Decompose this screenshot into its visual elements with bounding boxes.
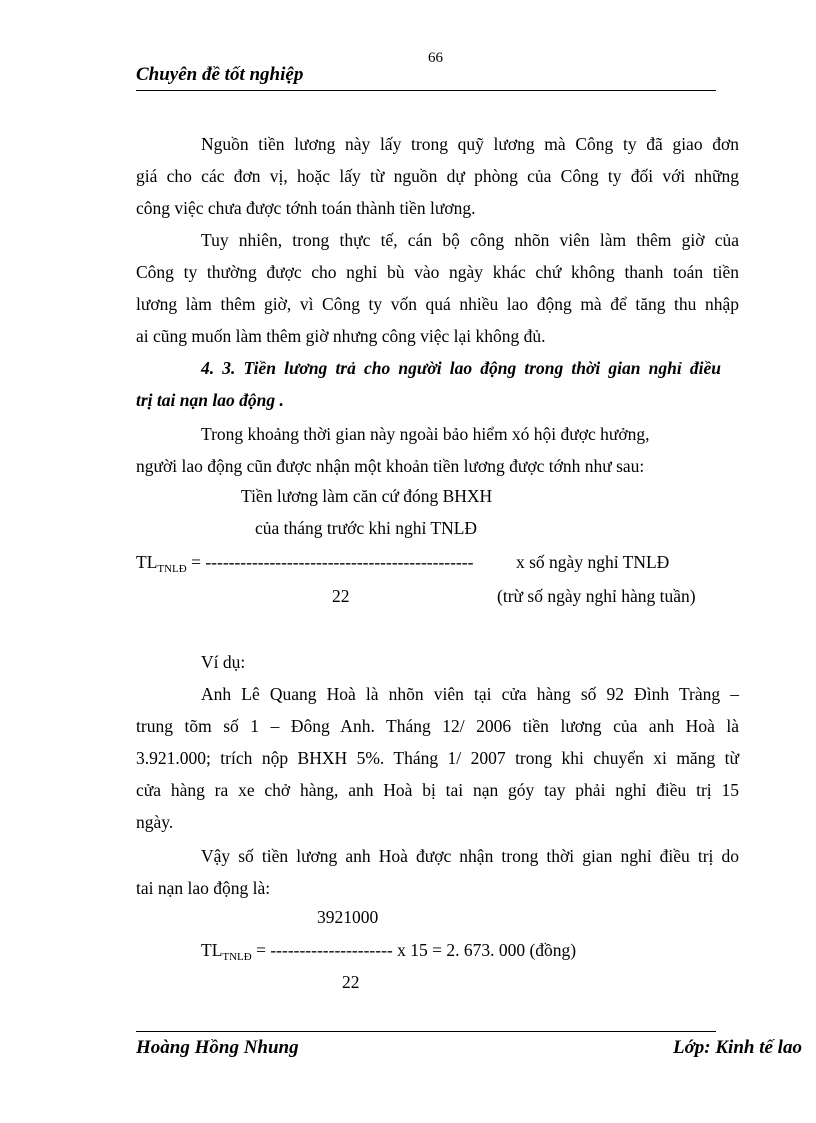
text-line: ai cũng muốn làm thêm giờ nhưng công việc lại không đủ. xyxy=(136,326,546,346)
paragraph-result xyxy=(136,840,739,904)
heading-line: 4. 3. Tiền lương trả cho người lao động trong thời gian nghỉ điều xyxy=(201,358,721,378)
text-line: Vậy số tiền lương anh Hoà được nhận trong thời gian nghỉ điều trị do xyxy=(201,846,739,866)
example-label: Ví dụ: xyxy=(201,652,246,672)
formula-dashes: = ---------------------------------------------- xyxy=(186,552,474,572)
formula-main-line xyxy=(136,552,473,575)
formula2-numerator: 3921000 xyxy=(317,907,379,927)
paragraph-example xyxy=(136,678,739,838)
paragraph-accident-pay xyxy=(136,418,739,482)
text-line: Công ty thường được cho nghỉ bù vào ngày khác chứ không thanh toán tiền xyxy=(136,262,739,282)
text-line: Anh Lê Quang Hoà là nhõn viên tại cửa hàng số 92 Đình Tràng – xyxy=(201,684,739,704)
formula-numerator-line1: Tiền lương làm căn cứ đóng BHXH xyxy=(241,486,493,506)
page-number: 66 xyxy=(428,50,443,66)
text-line: ngày. xyxy=(136,812,174,832)
footer-author: Hoàng Hồng Nhung xyxy=(136,1037,299,1058)
heading-line: trị tai nạn lao động . xyxy=(136,390,284,410)
header-rule xyxy=(136,90,716,91)
formula-multiplier: x số ngày nghỉ TNLĐ xyxy=(516,552,670,572)
text-line: công việc chưa được tớnh toán thành tiền lương. xyxy=(136,198,476,218)
text-line: trung tõm số 1 – Đông Anh. Tháng 12/ 2006 tiền lương của anh Hoà là xyxy=(136,716,739,736)
header-title: Chuyên đề tốt nghiệp xyxy=(136,64,304,85)
formula2-rhs: = --------------------- x 15 = 2. 673. 000 (đồng) xyxy=(251,940,577,960)
formula-denominator: 22 xyxy=(332,586,350,606)
formula-lhs-subscript: TNLĐ xyxy=(157,563,187,575)
text-line: Trong khoảng thời gian này ngoài bảo hiểm xó hội được hưởng, xyxy=(201,424,650,444)
formula-numerator-line2: của tháng trước khi nghỉ TNLĐ xyxy=(255,518,478,538)
formula2-main-line xyxy=(201,940,576,963)
text-line: Nguồn tiền lương này lấy trong quỹ lương mà Công ty đã giao đơn xyxy=(201,134,739,154)
section-heading xyxy=(136,352,721,416)
footer-class: Lớp: Kinh tế lao xyxy=(673,1037,802,1058)
text-line: giá cho các đơn vị, hoặc lấy từ nguồn dự phòng của Công ty đối với những xyxy=(136,166,739,186)
formula2-denominator: 22 xyxy=(342,972,360,992)
formula-note: (trừ số ngày nghỉ hàng tuần) xyxy=(497,586,696,606)
text-line: lương làm thêm giờ, vì Công ty vốn quá nhiều lao động mà để tăng thu nhập xyxy=(136,294,739,314)
formula-lhs: TL xyxy=(136,552,158,572)
paragraph-overtime xyxy=(136,224,739,352)
footer-rule xyxy=(136,1031,716,1032)
text-line: tai nạn lao động là: xyxy=(136,878,271,898)
paragraph-funding-source xyxy=(136,128,739,224)
formula2-lhs-subscript: TNLĐ xyxy=(222,951,252,963)
formula2-lhs: TL xyxy=(201,940,223,960)
text-line: 3.921.000; trích nộp BHXH 5%. Tháng 1/ 2007 trong khi chuyển xi măng từ xyxy=(136,748,739,768)
text-line: người lao động cũn được nhận một khoản tiền lương được tớnh như sau: xyxy=(136,456,645,476)
text-line: cửa hàng ra xe chở hàng, anh Hoà bị tai nạn góy tay phải nghỉ điều trị 15 xyxy=(136,780,739,800)
text-line: Tuy nhiên, trong thực tế, cán bộ công nhõn viên làm thêm giờ của xyxy=(201,230,739,250)
